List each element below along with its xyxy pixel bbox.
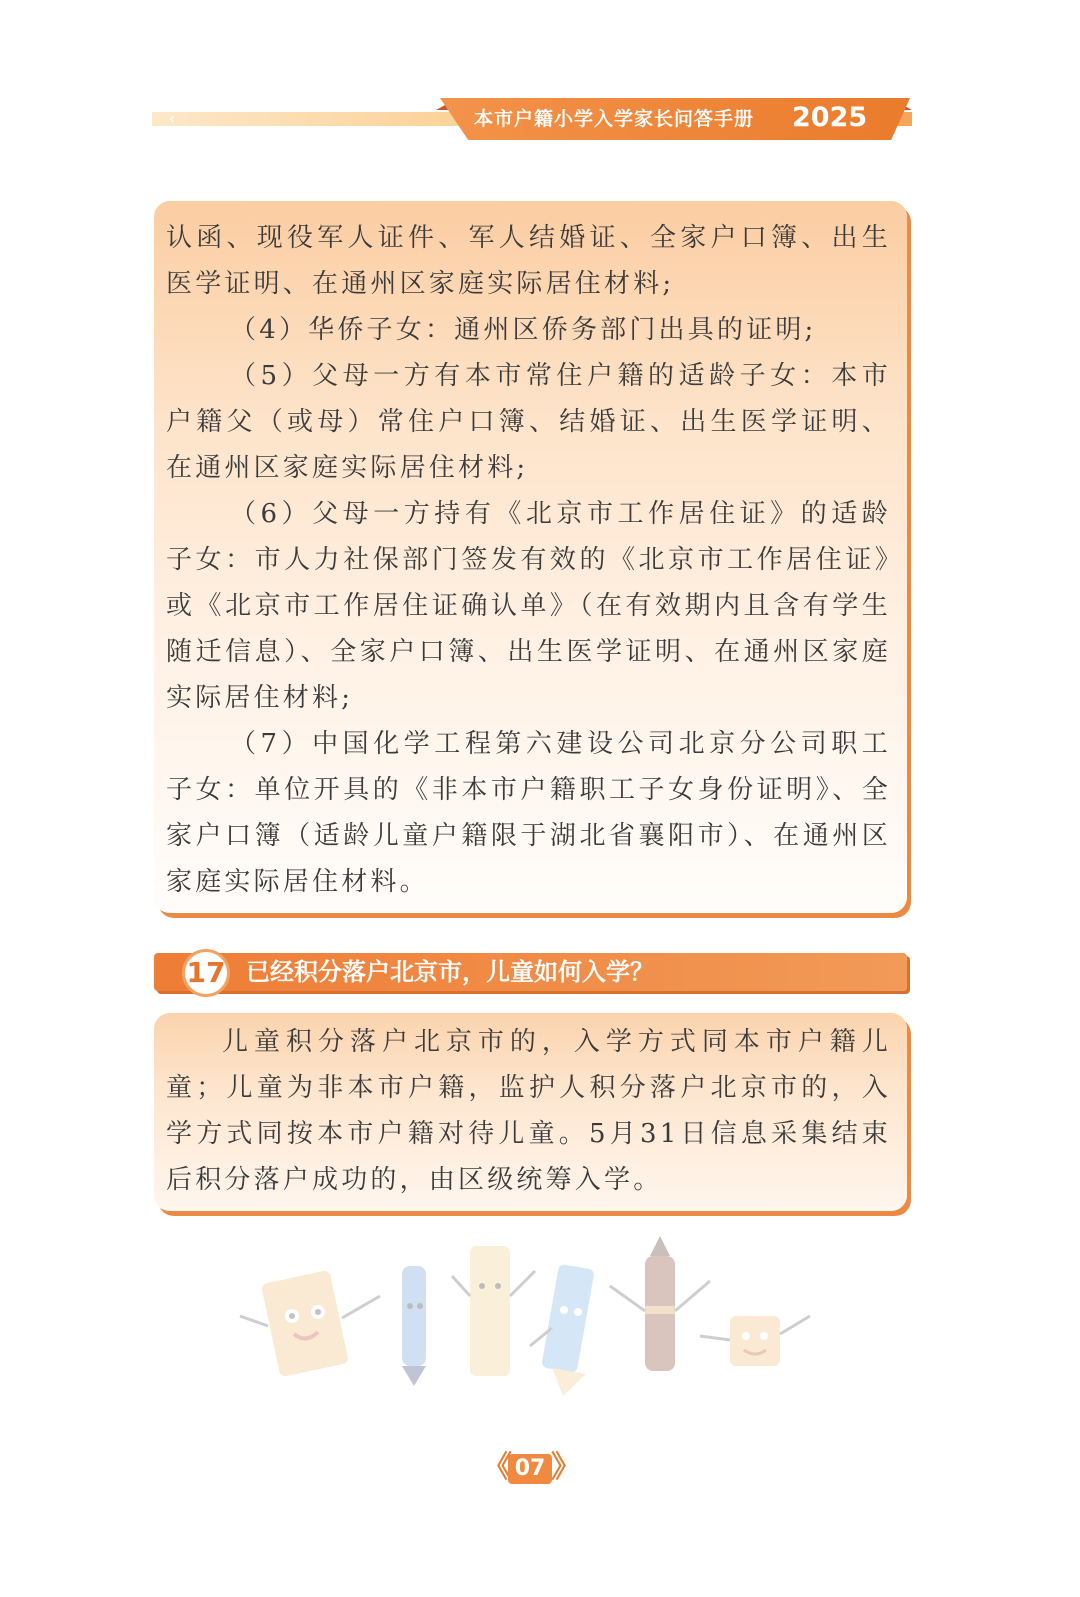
sharpener-character-icon xyxy=(700,1316,810,1366)
book-character-icon xyxy=(240,1270,380,1377)
paragraph-item-6: （6）父母一方持有《北京市工作居住证》的适龄子女：市人力社保部门签发有效的《北京市工作居住证》或《北京市工作居住证确认单》（在有效期内且含有学生随迁信息）、全家户口簿、出生医学证明、在通州区家庭实际居住材料; xyxy=(166,499,891,713)
chevron-double-right-icon: 》 xyxy=(551,1450,572,1485)
page-number xyxy=(480,1452,580,1486)
paragraph-item-4: （4）华侨子女：通州区侨务部门出具的证明; xyxy=(230,315,817,345)
ruler-character-icon xyxy=(452,1246,535,1376)
chevron-double-left-icon: 《 xyxy=(482,1450,503,1485)
header-year: 2025 xyxy=(792,102,868,133)
stationery-characters-illustration xyxy=(230,1236,830,1396)
paragraph-item-5: （5）父母一方有本市常住户籍的适龄子女：本市户籍父（或母）常住户口簿、结婚证、出生医学证明、在通州区家庭实际居住材料; xyxy=(166,361,891,483)
header-title: 本市户籍小学入学家长问答手册 xyxy=(474,108,755,130)
content-box-answer xyxy=(154,1013,907,1211)
answer-paragraph: 儿童积分落户北京市的，入学方式同本市户籍儿童；儿童为非本市户籍，监护人积分落户北京市的，入学方式同按本市户籍对待儿童。5月31日信息采集结束后积分落户成功的，由区级统筹入学。 xyxy=(166,1027,891,1195)
paragraph-item-7: （7）中国化学工程第六建设公司北京分公司职工子女：单位开具的《非本市户籍职工子女身份证明》、全家户口簿（适龄儿童户籍限于湖北省襄阳市）、在通州区家庭实际居住材料。 xyxy=(166,729,891,897)
content-box-requirements xyxy=(154,201,907,913)
question-title: 已经积分落户北京市，儿童如何入学？ xyxy=(246,958,654,986)
fountain-pen-character-icon xyxy=(610,1236,710,1371)
pencil-character-icon xyxy=(530,1264,595,1396)
page-number-value: 07 xyxy=(508,1454,552,1484)
question-number-badge: 17 xyxy=(182,949,230,997)
pen-character-icon xyxy=(402,1266,426,1386)
chevron-left-icon[interactable]: ‹ xyxy=(168,109,176,128)
paragraph-continuation: 认函、现役军人证件、军人结婚证、全家户口簿、出生医学证明、在通州区家庭实际居住材料; xyxy=(166,223,891,299)
